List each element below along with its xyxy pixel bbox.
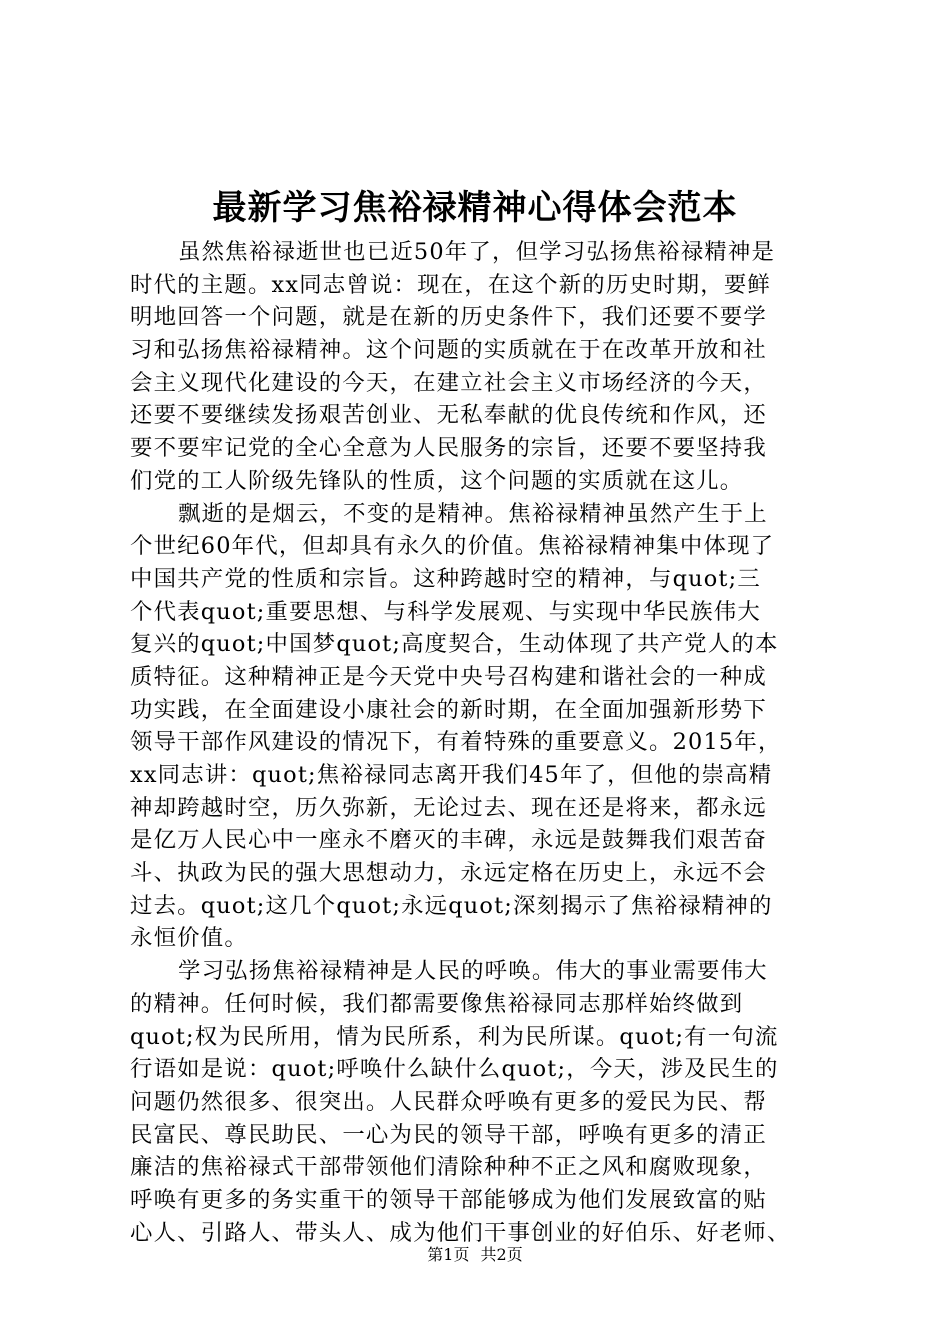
text-line: 行语如是说：quot;呼唤什么缺什么quot;，今天，涉及民生的 <box>130 1056 779 1083</box>
text-line: 领导干部作风建设的情况下，有着特殊的重要意义。2015年， <box>130 729 782 756</box>
page-number: 第1页 <box>427 1245 470 1264</box>
document-body <box>130 236 830 1249</box>
text-line: 会主义现代化建设的今天，在建立社会主义市场经济的今天， <box>130 369 767 396</box>
text-line: 们党的工人阶级先锋队的性质，这个问题的实质就在这儿。 <box>130 467 744 494</box>
text-line: 民富民、尊民助民、一心为民的领导干部，呼唤有更多的清正 <box>130 1121 767 1148</box>
text-line: 个世纪60年代，但却具有永久的价值。焦裕禄精神集中体现了 <box>130 533 775 560</box>
page-footer <box>0 1244 950 1266</box>
text-line: 虽然焦裕禄逝世也已近50年了，但学习弘扬焦裕禄精神是 <box>178 239 776 265</box>
text-line: 廉洁的焦裕禄式干部带领他们清除种种不正之风和腐败现象， <box>130 1154 767 1181</box>
text-line: 个代表quot;重要思想、与科学发展观、与实现中华民族伟大 <box>130 598 761 625</box>
text-line: 还要不要继续发扬艰苦创业、无私奉献的优良传统和作风，还 <box>130 402 767 429</box>
text-line: 时代的主题。xx同志曾说：现在，在这个新的历史时期，要鲜 <box>130 271 772 298</box>
paragraph-2 <box>130 498 830 956</box>
text-line: 质特征。这种精神正是今天党中央号召构建和谐社会的一种成 <box>130 663 767 690</box>
text-line: 习和弘扬焦裕禄精神。这个问题的实质就在于在改革开放和社 <box>130 337 767 364</box>
text-line: 明地回答一个问题，就是在新的历史条件下，我们还要不要学 <box>130 304 767 331</box>
text-line: 神却跨越时空，历久弥新，无论过去、现在还是将来，都永远 <box>130 794 767 821</box>
page-total: 共2页 <box>480 1245 523 1264</box>
text-line: 呼唤有更多的务实重干的领导干部能够成为他们发展致富的贴 <box>130 1186 767 1213</box>
text-line: 永恒价值。 <box>130 925 248 952</box>
text-line: quot;权为民所用，情为民所系，利为民所谋。quot;有一句流 <box>130 1023 779 1050</box>
text-line: 复兴的quot;中国梦quot;高度契合，生动体现了共产党人的本 <box>130 631 779 658</box>
document-title: 最新学习焦裕禄精神心得体会范本 <box>212 188 738 228</box>
text-line: 是亿万人民心中一座永不磨灭的丰碑，永远是鼓舞我们艰苦奋 <box>130 827 767 854</box>
text-line: 学习弘扬焦裕禄精神是人民的呼唤。伟大的事业需要伟大 <box>178 958 768 985</box>
text-line: 要不要牢记党的全心全意为人民服务的宗旨，还要不要坚持我 <box>130 435 767 462</box>
text-line: 过去。quot;这几个quot;永远quot;深刻揭示了焦裕禄精神的 <box>130 892 773 919</box>
text-line: 心人、引路人、带头人、成为他们干事创业的好伯乐、好老师、 <box>130 1219 791 1246</box>
text-line: 飘逝的是烟云，不变的是精神。焦裕禄精神虽然产生于上 <box>178 500 768 527</box>
text-line: 斗、执政为民的强大思想动力，永远定格在历史上，永远不会 <box>130 860 767 887</box>
paragraph-3 <box>130 955 830 1249</box>
text-line: 功实践，在全面建设小康社会的新时期，在全面加强新形势下 <box>130 696 767 723</box>
text-line: 中国共产党的性质和宗旨。这种跨越时空的精神，与quot;三 <box>130 565 761 592</box>
paragraph-1 <box>130 236 830 498</box>
text-line: xx同志讲：quot;焦裕禄同志离开我们45年了，但他的崇高精 <box>130 762 773 788</box>
text-line: 的精神。任何时候，我们都需要像焦裕禄同志那样始终做到 <box>130 990 744 1017</box>
text-line: 问题仍然很多、很突出。人民群众呼唤有更多的爱民为民、帮 <box>130 1088 767 1115</box>
